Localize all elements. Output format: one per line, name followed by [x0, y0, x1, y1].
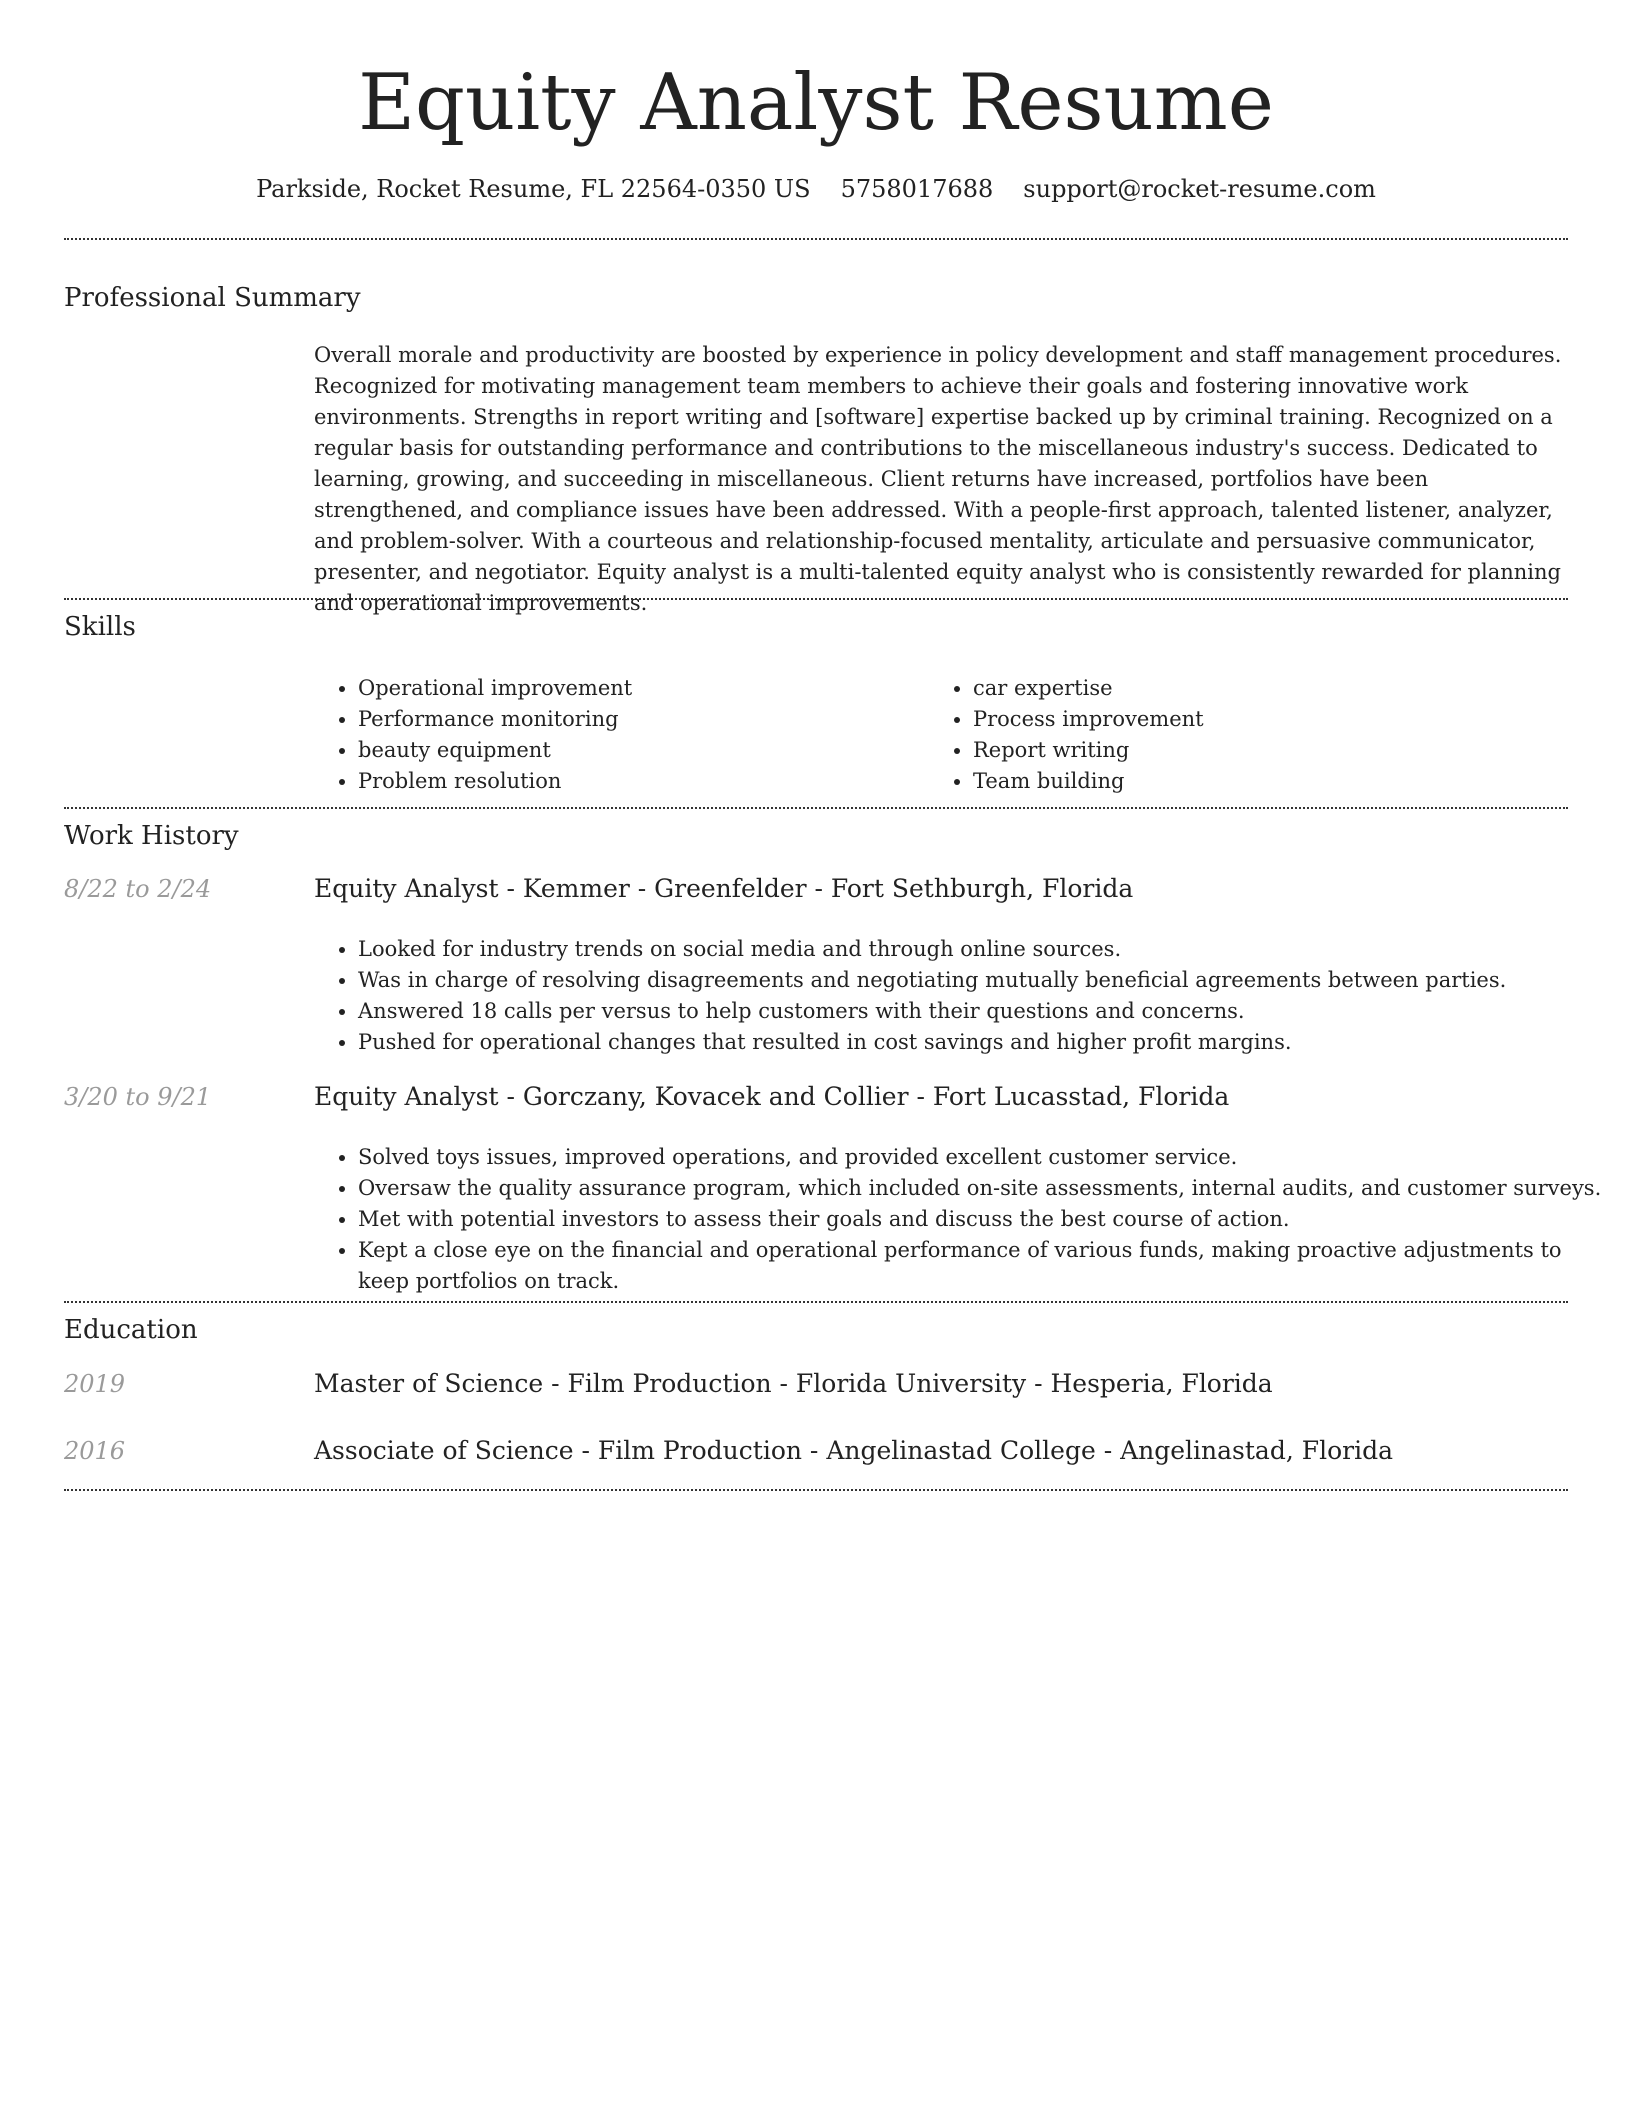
- divider: [64, 1489, 1568, 1491]
- skill-item: • Team building: [973, 766, 1573, 797]
- job-bullet: • Was in charge of resolving disagreements and negotiating mutually beneficial agreements between parties.: [358, 965, 1612, 996]
- job-title: Equity Analyst - Kemmer - Greenfelder - Fort Sethburgh, Florida: [314, 874, 1134, 903]
- summary-text: Overall morale and productivity are boosted by experience in policy development and staff management procedures. Recognized for motivating management team members to achieve their goals and fostering innovative work environments. Strengths in report writing and [software] expertise backed up by criminal training. Recognized on a regular basis for outstanding performance and contributions to the miscellaneous industry's success. Dedicated to learning, growing, and succeeding in miscellaneous. Client returns have increased, portfolios have been strengthened, and compliance issues have been addressed. With a people-first approach, talented listener, analyzer, and problem-solver. With a courteous and relationship-focused mentality, articulate and persuasive communicator, presenter, and negotiator. Equity analyst is a multi-talented equity analyst who is consistently rewarded for planning and operational improvements.: [314, 343, 1562, 615]
- education-year: 2016: [64, 1437, 126, 1465]
- job-dates: 8/22 to 2/24: [64, 875, 212, 903]
- summary-heading: Professional Summary: [64, 283, 361, 313]
- job-dates: 3/20 to 9/21: [64, 1083, 212, 1111]
- education-entry: Master of Science - Film Production - Florida University - Hesperia, Florida: [314, 1369, 1273, 1398]
- job-bullet: • Solved toys issues, improved operations, and provided excellent customer service.: [358, 1142, 1612, 1173]
- work-heading: Work History: [64, 821, 239, 851]
- divider: [64, 1301, 1568, 1303]
- skills-list-right: [929, 673, 1573, 797]
- skill-item: • car expertise: [973, 673, 1573, 704]
- skill-item: • Process improvement: [973, 704, 1573, 735]
- skills-list-left: [314, 673, 918, 797]
- resume-title: Equity Analyst Resume: [358, 58, 1274, 148]
- job-bullets: [314, 1142, 1612, 1297]
- contact-address: Parkside, Rocket Resume, FL 22564-0350 US: [256, 175, 811, 203]
- job-bullet: • Answered 18 calls per versus to help customers with their questions and concerns.: [358, 996, 1612, 1027]
- skills-heading: Skills: [64, 612, 136, 642]
- job-bullet: • Looked for industry trends on social media and through online sources.: [358, 934, 1612, 965]
- contact-phone: 5758017688: [840, 175, 994, 203]
- job-bullet: • Oversaw the quality assurance program, which included on-site assessments, internal audits, and customer surveys.: [358, 1173, 1612, 1204]
- education-heading: Education: [64, 1315, 198, 1345]
- job-bullet: • Met with potential investors to assess their goals and discuss the best course of action.: [358, 1204, 1612, 1235]
- skill-item: • Problem resolution: [358, 766, 918, 797]
- skill-item: • Operational improvement: [358, 673, 918, 704]
- job-title: Equity Analyst - Gorczany, Kovacek and Collier - Fort Lucasstad, Florida: [314, 1082, 1230, 1111]
- job-bullets: [314, 934, 1612, 1058]
- skill-item: • Performance monitoring: [358, 704, 918, 735]
- contact-line: [0, 170, 1632, 208]
- contact-email: support@rocket-resume.com: [1023, 175, 1376, 203]
- divider: [64, 807, 1568, 809]
- skill-item: • Report writing: [973, 735, 1573, 766]
- divider: [64, 238, 1568, 240]
- job-bullet: • Pushed for operational changes that resulted in cost savings and higher profit margins.: [358, 1027, 1612, 1058]
- divider: [64, 598, 1568, 600]
- education-year: 2019: [64, 1370, 126, 1398]
- skill-item: • beauty equipment: [358, 735, 918, 766]
- job-bullet: • Kept a close eye on the financial and operational performance of various funds, making proactive adjustments to keep portfolios on track.: [358, 1235, 1612, 1297]
- education-entry: Associate of Science - Film Production - Angelinastad College - Angelinastad, Florida: [314, 1436, 1393, 1465]
